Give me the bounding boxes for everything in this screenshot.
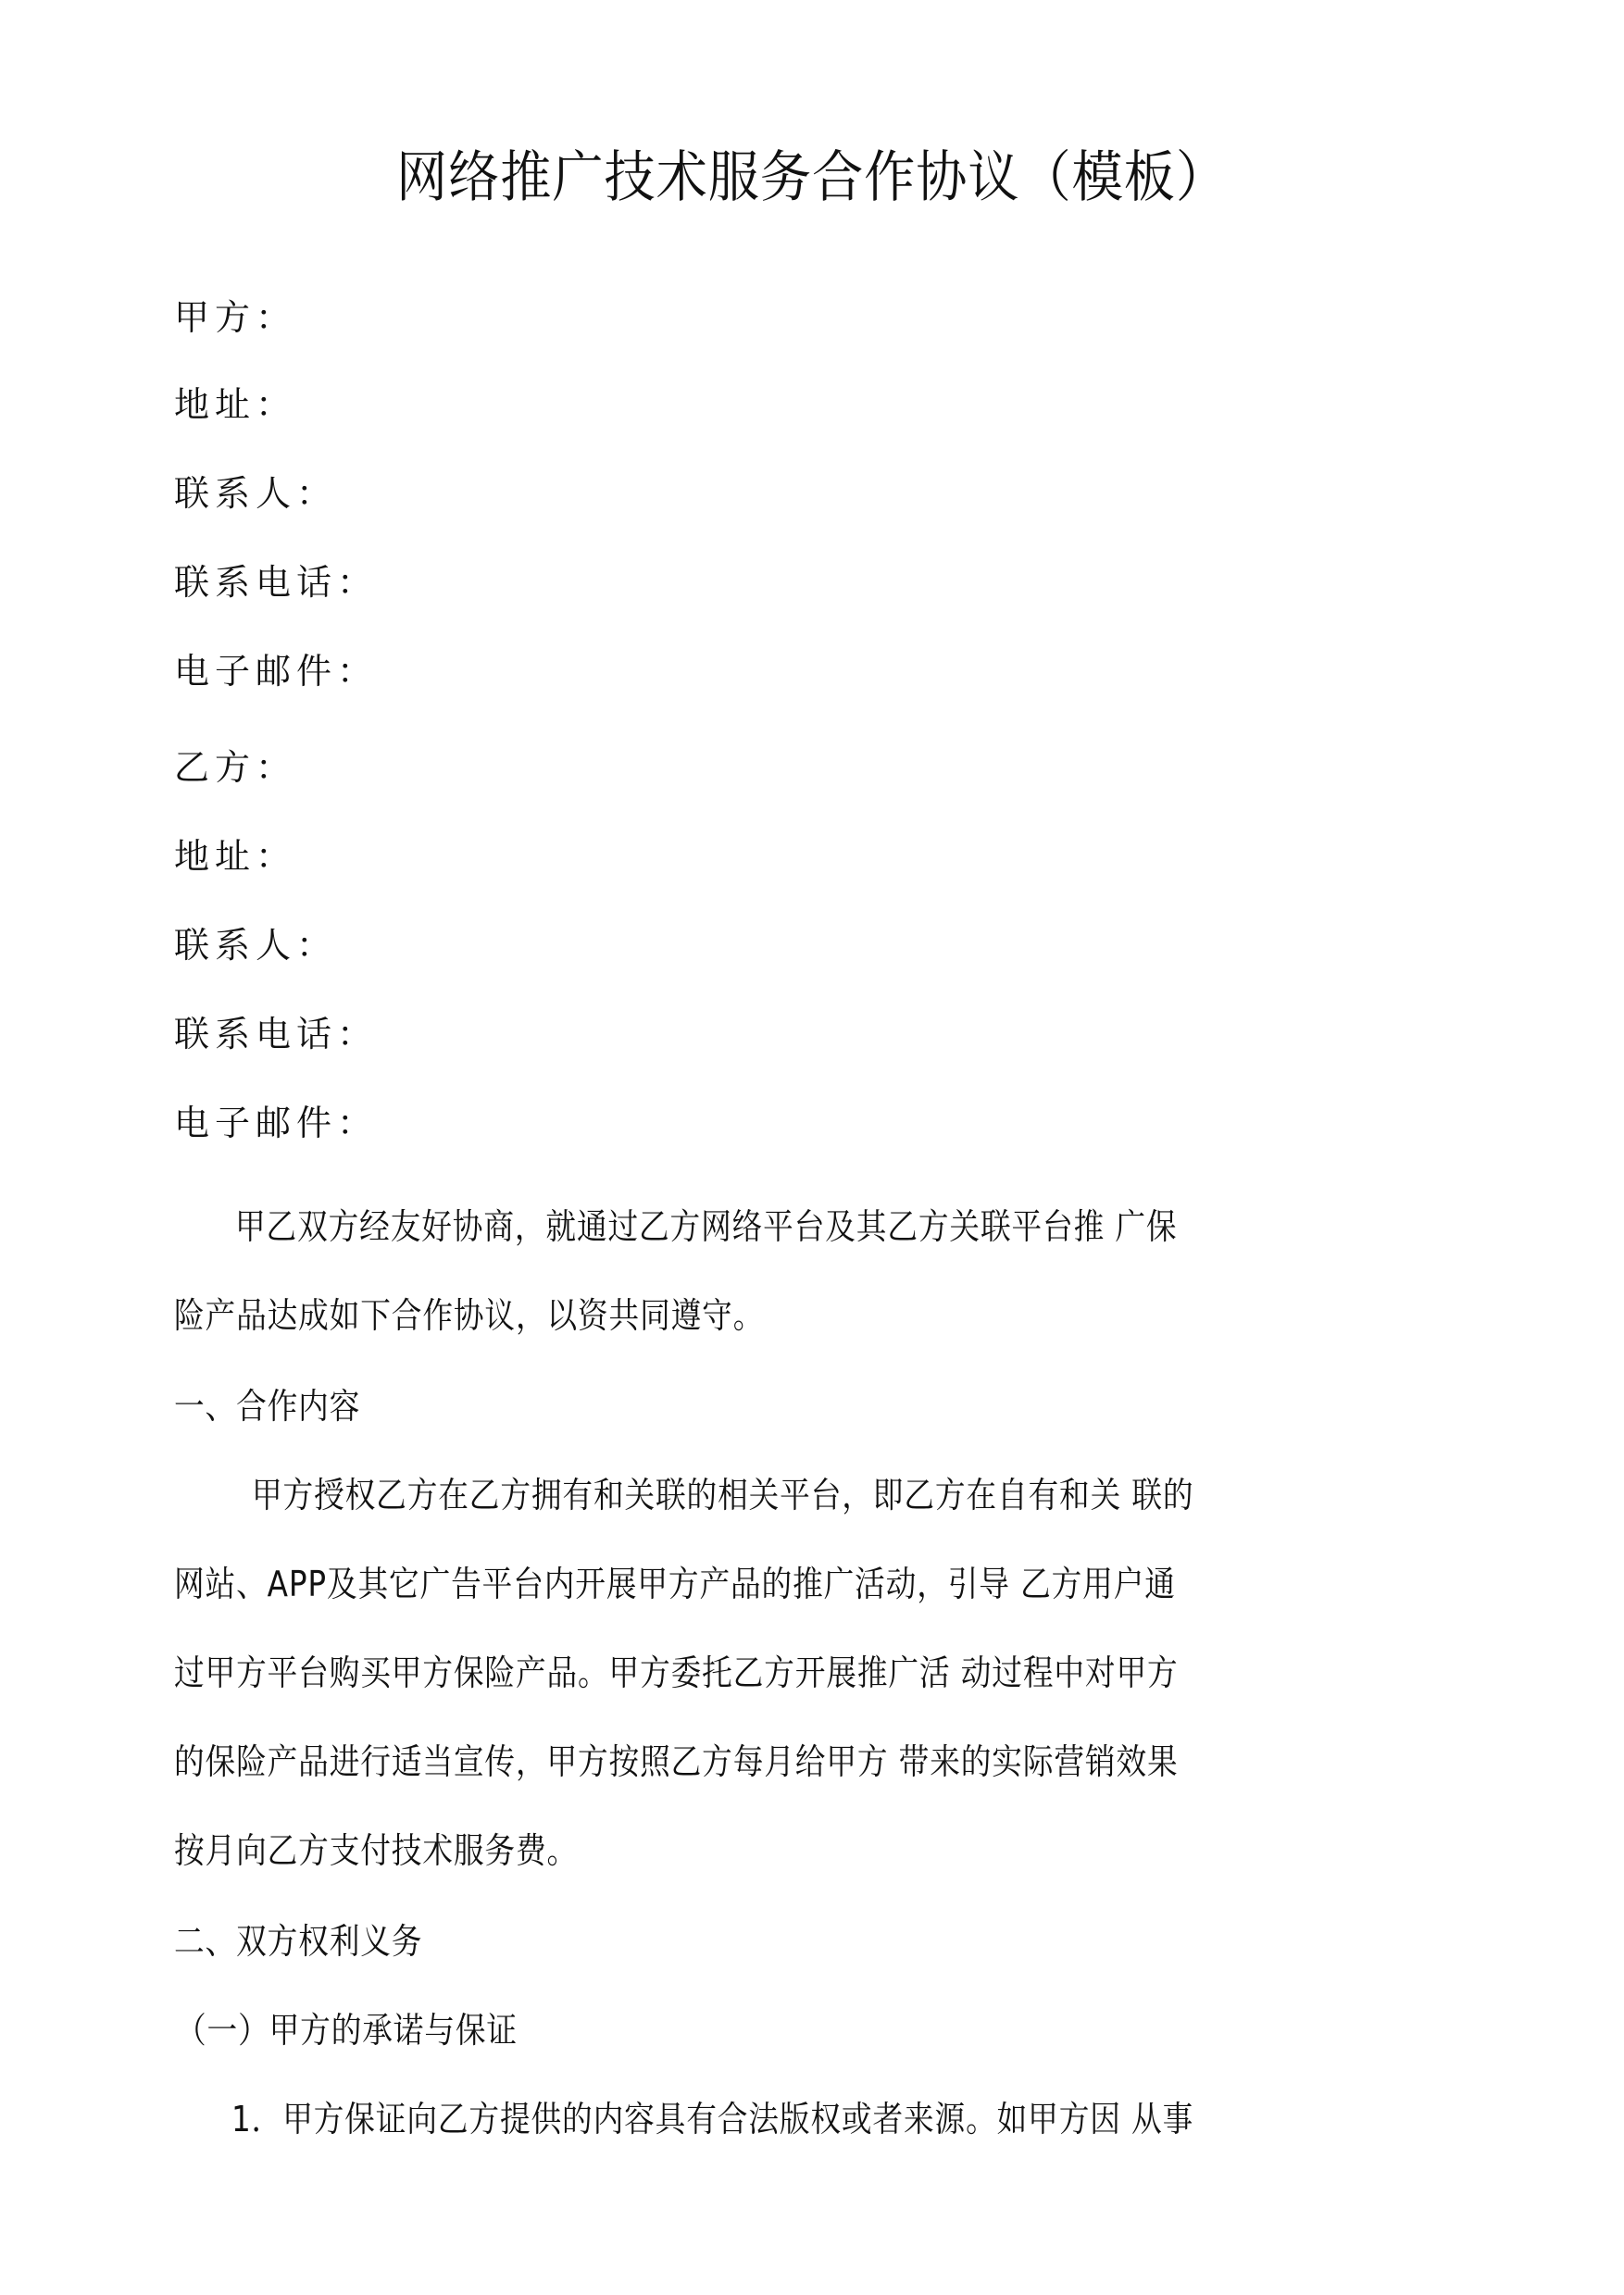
party-b-label: 乙方： [174,747,297,788]
section-1-line-5: 按月向乙方支付技术服务费。 [174,1830,579,1871]
party-a-email-label: 电子邮件： [174,651,379,692]
party-b-email-label: 电子邮件： [174,1103,379,1143]
section-1-line-1: 甲方授权乙方在乙方拥有和关联的相关平台，即乙方在自有和关 联的 [252,1475,1194,1515]
section-2-item-1: 1．甲方保证向乙方提供的内容具有合法版权或者来源。如甲方因 从事 [231,2099,1194,2139]
document-title: 网络推广技术服务合作协议（模板） [396,145,1228,210]
party-b-contact-label: 联系人： [174,925,338,966]
party-a-phone-label: 联系电话： [174,562,379,603]
section-1-line-3: 过甲方平台购买甲方保险产品。甲方委托乙方开展推广活 动过程中对甲方 [174,1653,1179,1693]
section-1-line-2: 网站、APP及其它广告平台内开展甲方产品的推广活动，引导 乙方用户通 [174,1564,1176,1604]
preamble-line-2: 险产品达成如下合作协议，以资共同遵守。 [174,1295,765,1336]
party-a-contact-label: 联系人： [174,473,338,514]
party-a-label: 甲方： [174,297,297,338]
party-b-phone-label: 联系电话： [174,1014,379,1054]
section-2-heading: 二、双方权利义务 [174,1921,423,1962]
section-1-line-4: 的保险产品进行适当宣传，甲方按照乙方每月给甲方 带来的实际营销效果 [174,1741,1179,1782]
preamble-line-1: 甲乙双方经友好协商，就通过乙方网络平台及其乙方关联平台推 广保 [235,1206,1178,1247]
party-a-address-label: 地址： [174,384,297,425]
section-1-heading: 一、合作内容 [174,1386,361,1427]
section-2-subheading: （一）甲方的承诺与保证 [176,2010,518,2051]
party-b-address-label: 地址： [174,836,297,877]
